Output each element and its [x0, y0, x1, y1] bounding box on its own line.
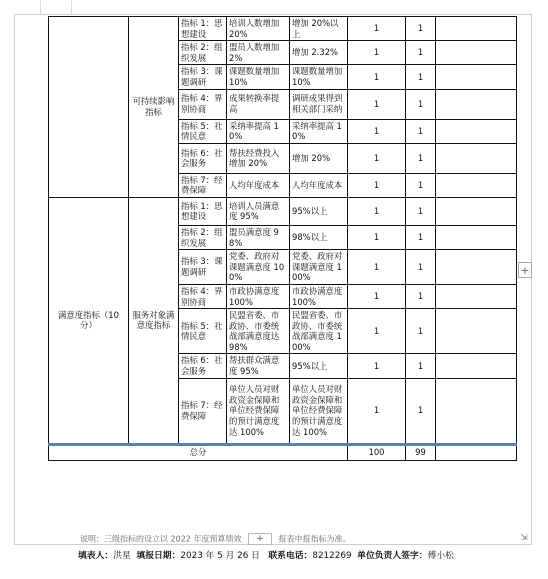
total-label-cell: 总分 [49, 444, 348, 460]
target-cell: 市政协满意度 100% [227, 284, 290, 308]
got-score-cell: 1 [406, 225, 436, 249]
actual-cell: 增加 20%以上 [290, 17, 348, 41]
full-score-cell: 1 [348, 284, 406, 308]
indicator-cell: 指标 5：社情民意 [179, 309, 227, 354]
indicator-cell: 指标 6：社会服务 [179, 354, 227, 378]
filler-name: 洪星 [113, 551, 131, 561]
actual-cell: 课题数量增加 10% [290, 65, 348, 89]
table-body [49, 17, 517, 461]
table-move-handle[interactable] [40, 0, 72, 15]
got-score-cell: 1 [406, 65, 436, 89]
indicator-cell: 指标 1：思想建设 [179, 197, 227, 225]
target-cell: 培训人数增加 20% [227, 17, 290, 41]
got-score-cell: 1 [406, 41, 436, 65]
indicator-cell: 指标 7：经费保障 [179, 378, 227, 444]
indicator-cell: 指标 6：社会服务 [179, 143, 227, 173]
target-cell: 盟员人数增加 2% [227, 41, 290, 65]
actual-cell: 人均年度成本 [290, 173, 348, 197]
target-cell: 培训人员满意度 95% [227, 197, 290, 225]
indicator-cell: 指标 7：经费保障 [179, 173, 227, 197]
remark-cell [436, 143, 517, 173]
full-score-cell: 1 [348, 143, 406, 173]
table-row [49, 197, 517, 225]
actual-cell: 95%以上 [290, 197, 348, 225]
actual-cell: 民盟省委、市政协、市委统战部满意度 100% [290, 309, 348, 354]
total-full-cell: 100 [348, 444, 406, 460]
got-score-cell: 1 [406, 17, 436, 41]
subcategory-cell: 服务对象满意度指标 [129, 197, 179, 444]
head-label: 单位负责人签字： [357, 551, 428, 561]
actual-cell: 增加 20% [290, 143, 348, 173]
date-label: 填报日期： [136, 551, 181, 561]
resize-handle-icon[interactable]: ⇲ [520, 533, 528, 543]
target-cell: 采纳率提高 10% [227, 119, 290, 143]
full-score-cell: 1 [348, 89, 406, 119]
full-score-cell: 1 [348, 41, 406, 65]
actual-cell: 增加 2.32% [290, 41, 348, 65]
got-score-cell: 1 [406, 378, 436, 444]
remark-cell [436, 17, 517, 41]
got-score-cell: 1 [406, 250, 436, 285]
got-score-cell: 1 [406, 143, 436, 173]
full-score-cell: 1 [348, 173, 406, 197]
got-score-cell: 1 [406, 309, 436, 354]
remark-cell [436, 250, 517, 285]
performance-table [48, 16, 517, 461]
indicator-cell: 指标 3：课题调研 [179, 65, 227, 89]
target-cell: 课题数量增加 10% [227, 65, 290, 89]
phone-label: 联系电话： [268, 551, 313, 561]
head-name: 傅小松 [427, 551, 454, 561]
target-cell: 单位人员对财政资金保障和单位经费保障的预计满意度达 100% [227, 378, 290, 444]
full-score-cell: 1 [348, 65, 406, 89]
remark-cell [436, 354, 517, 378]
filler-label: 填表人： [78, 551, 114, 561]
category-cell: 满意度指标（10 分） [49, 197, 129, 444]
remark-cell [436, 378, 517, 444]
full-score-cell: 1 [348, 309, 406, 354]
got-score-cell: 1 [406, 284, 436, 308]
remark-cell [436, 225, 517, 249]
actual-cell: 98%以上 [290, 225, 348, 249]
actual-cell: 调研成果得到相关部门采纳 [290, 89, 348, 119]
table-row [49, 17, 517, 41]
indicator-cell: 指标 1：思想建设 [179, 17, 227, 41]
note-suffix: 报表申报指标为准。 [278, 534, 351, 544]
target-cell: 成果转换率提高 [227, 89, 290, 119]
full-score-cell: 1 [348, 119, 406, 143]
actual-cell: 采纳率提高 10% [290, 119, 348, 143]
phone-number: 8212269 [312, 551, 352, 561]
got-score-cell: 1 [406, 173, 436, 197]
total-row [49, 444, 517, 460]
target-cell: 帮扶经费投入增加 20% [227, 143, 290, 173]
actual-cell: 党委、政府对课题满意度 100% [290, 250, 348, 285]
remark-cell [436, 309, 517, 354]
indicator-cell: 指标 3：课题调研 [179, 250, 227, 285]
got-score-cell: 1 [406, 354, 436, 378]
add-row-icon[interactable]: + [248, 533, 272, 545]
category-cell [49, 17, 129, 198]
fill-date: 2023 年 5 月 26 日 [180, 551, 260, 561]
target-cell: 人均年度成本 [227, 173, 290, 197]
target-cell: 帮扶群众满意度 95% [227, 354, 290, 378]
got-score-cell: 1 [406, 197, 436, 225]
total-got-cell: 99 [406, 444, 436, 460]
indicator-cell: 指标 4：界别协商 [179, 89, 227, 119]
full-score-cell: 1 [348, 225, 406, 249]
actual-cell: 单位人员对财政资金保障和单位经费保障的预计满意度达 100% [290, 378, 348, 444]
subcategory-cell: 可持续影响指标 [129, 17, 179, 198]
full-score-cell: 1 [348, 197, 406, 225]
target-cell: 党委、政府对课题满意度 100% [227, 250, 290, 285]
got-score-cell: 1 [406, 119, 436, 143]
indicator-cell: 指标 5：社情民意 [179, 119, 227, 143]
remark-cell [436, 284, 517, 308]
actual-cell: 95%以上 [290, 354, 348, 378]
remark-cell [436, 41, 517, 65]
remark-cell [436, 89, 517, 119]
total-remark-cell [436, 444, 517, 460]
full-score-cell: 1 [348, 17, 406, 41]
indicator-cell: 指标 2：组织发展 [179, 225, 227, 249]
remark-cell [436, 65, 517, 89]
target-cell: 盟员满意度 98% [227, 225, 290, 249]
full-score-cell: 1 [348, 378, 406, 444]
actual-cell: 市政协满意度 100% [290, 284, 348, 308]
add-column-icon[interactable]: + [518, 262, 532, 278]
indicator-cell: 指标 2：组织发展 [179, 41, 227, 65]
indicator-cell: 指标 4：界别协商 [179, 284, 227, 308]
footer-line [78, 548, 454, 561]
remark-cell [436, 197, 517, 225]
remark-cell [436, 173, 517, 197]
remark-cell [436, 119, 517, 143]
note-prefix: 说明：三级指标的设立以 2022 年度预算绩效 [80, 534, 242, 544]
got-score-cell: 1 [406, 89, 436, 119]
note-line [80, 533, 351, 545]
full-score-cell: 1 [348, 250, 406, 285]
full-score-cell: 1 [348, 354, 406, 378]
target-cell: 民盟省委、市政协、市委统战部满意度达 98% [227, 309, 290, 354]
